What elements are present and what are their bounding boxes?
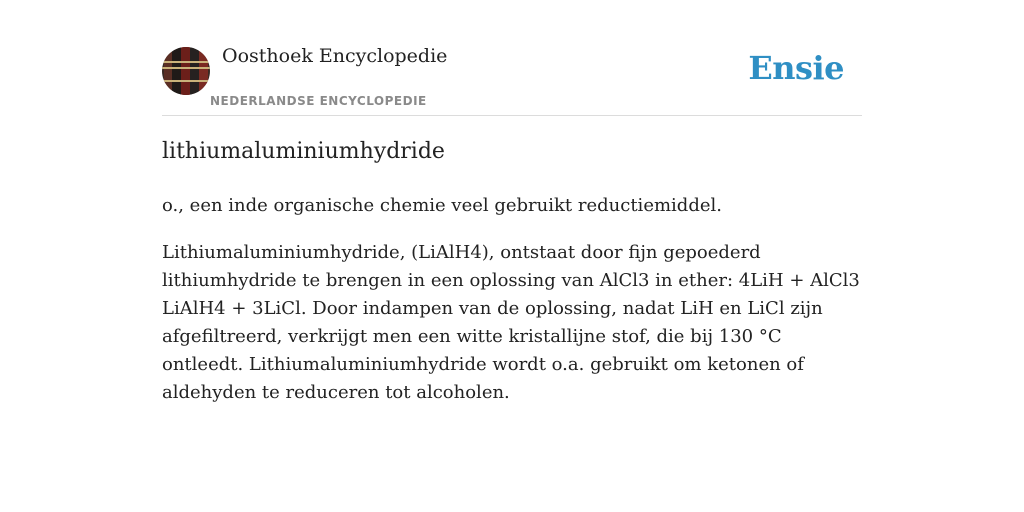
- site-header: [162, 0, 862, 116]
- entry-definition: o., een inde organische chemie veel gebruikt reductiemiddel.: [162, 195, 722, 216]
- entry-body: Lithiumaluminiumhydride, (LiAlH4), ontstaat door fijn gepoederd lithiumhydride te brengen in een oplossing van AlCl3 in ether: 4LiH + AlCl3 LiAlH4 + 3LiCl. Door indampen van de oplossing, nadat LiH en LiCl zijn afgefiltreerd, verkrijgt men een witte kristallijne stof, die bij 130 °C ontleedt. Lithiumaluminiumhydride wordt o.a. gebruikt om ketonen of aldehyden te reduceren tot alcoholen.: [162, 242, 860, 403]
- page-container: [162, 0, 862, 403]
- site-subtitle: NEDERLANDSE ENCYCLOPEDIE: [210, 94, 427, 108]
- ensie-logo[interactable]: Ensie: [748, 49, 844, 87]
- site-name[interactable]: Oosthoek Encyclopedie: [222, 45, 448, 67]
- entry-title: lithiumaluminiumhydride: [162, 139, 445, 164]
- encyclopedia-avatar[interactable]: [162, 47, 210, 95]
